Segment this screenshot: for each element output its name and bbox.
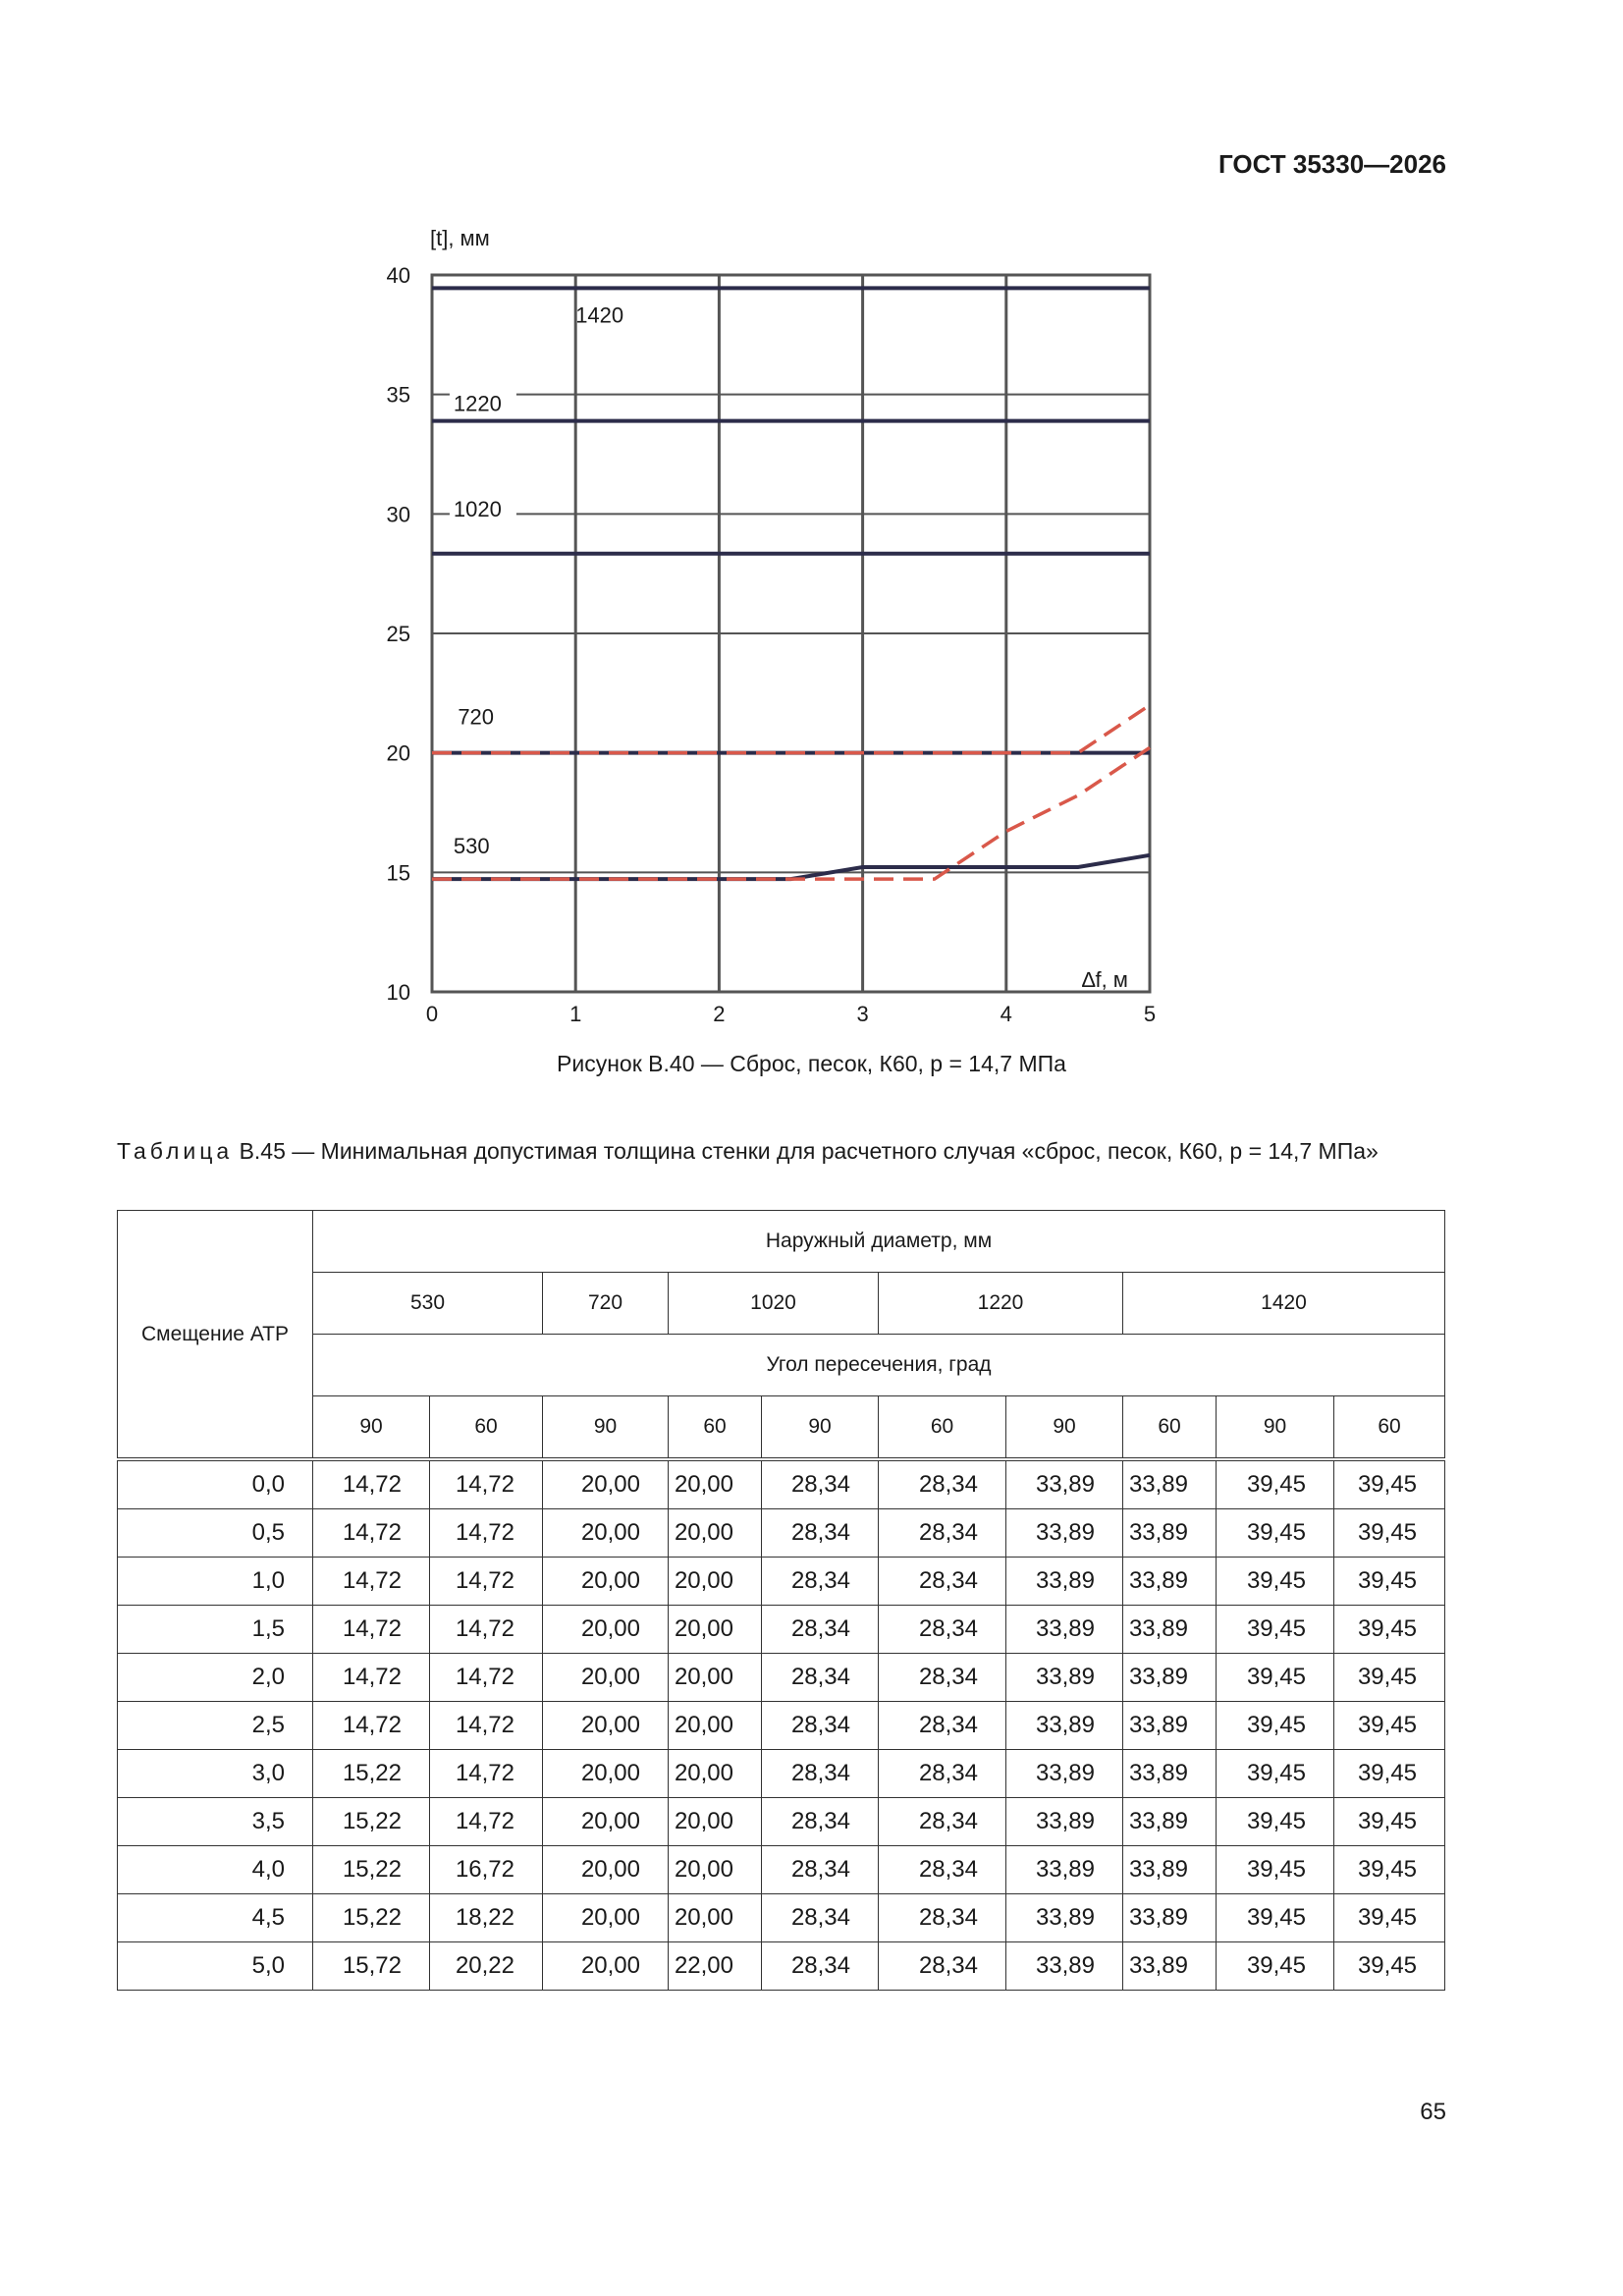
value-cell: 28,34: [762, 1558, 879, 1606]
angle-header-cell: 60: [879, 1396, 1006, 1460]
value-cell: 33,89: [1006, 1750, 1123, 1798]
value-cell: 33,89: [1006, 1558, 1123, 1606]
value-cell: 14,72: [430, 1750, 543, 1798]
value-cell: 20,00: [543, 1606, 669, 1654]
value-cell: 14,72: [313, 1558, 430, 1606]
chart-series: [432, 288, 1150, 879]
value-cell: 20,00: [543, 1509, 669, 1558]
table-row: [118, 1702, 1445, 1750]
angle-header-cell: 60: [1334, 1396, 1445, 1460]
offset-cell: 3,0: [118, 1750, 313, 1798]
value-cell: 33,89: [1123, 1846, 1217, 1894]
value-cell: 28,34: [879, 1606, 1006, 1654]
table-row: [118, 1606, 1445, 1654]
angle-header-cell: 90: [313, 1396, 430, 1460]
value-cell: 20,00: [543, 1558, 669, 1606]
value-cell: 20,00: [543, 1942, 669, 1991]
value-cell: 16,72: [430, 1846, 543, 1894]
value-cell: 14,72: [313, 1606, 430, 1654]
value-cell: 39,45: [1217, 1894, 1334, 1942]
value-cell: 15,22: [313, 1750, 430, 1798]
value-cell: 28,34: [879, 1654, 1006, 1702]
y-tick-label: 40: [386, 263, 410, 288]
offset-cell: 3,5: [118, 1798, 313, 1846]
value-cell: 39,45: [1334, 1654, 1445, 1702]
value-cell: 20,00: [669, 1654, 762, 1702]
row-header: Смещение АТР: [118, 1211, 313, 1460]
value-cell: 39,45: [1217, 1846, 1334, 1894]
angle-header-cell: 90: [1006, 1396, 1123, 1460]
angle-header-cell: 90: [762, 1396, 879, 1460]
table-row: [118, 1846, 1445, 1894]
value-cell: 28,34: [762, 1942, 879, 1991]
value-cell: 20,00: [669, 1459, 762, 1509]
table-title-text: В.45 — Минимальная допустимая толщина стенки для расчетного случая «сброс, песок, К60, р = 14,7 МПа»: [233, 1138, 1379, 1164]
angle-header-cell: 60: [669, 1396, 762, 1460]
value-cell: 18,22: [430, 1894, 543, 1942]
table-row: [118, 1750, 1445, 1798]
x-tick-label: 3: [856, 1002, 869, 1026]
value-cell: 20,00: [543, 1702, 669, 1750]
value-cell: 28,34: [879, 1846, 1006, 1894]
x-tick-label: 4: [1000, 1002, 1012, 1026]
value-cell: 28,34: [762, 1894, 879, 1942]
value-cell: 33,89: [1123, 1654, 1217, 1702]
series-line-720-dashed: [432, 705, 1150, 753]
value-cell: 28,34: [879, 1798, 1006, 1846]
line-label: 1420: [575, 302, 624, 328]
table-row: [118, 1798, 1445, 1846]
value-cell: 14,72: [313, 1654, 430, 1702]
value-cell: 28,34: [879, 1558, 1006, 1606]
value-cell: 28,34: [879, 1750, 1006, 1798]
value-cell: 28,34: [879, 1702, 1006, 1750]
offset-cell: 1,5: [118, 1606, 313, 1654]
value-cell: 39,45: [1334, 1942, 1445, 1991]
diameter-header: 720: [543, 1273, 669, 1335]
value-cell: 33,89: [1006, 1846, 1123, 1894]
value-cell: 15,22: [313, 1798, 430, 1846]
value-cell: 20,00: [543, 1798, 669, 1846]
outer-diameter-header: Наружный диаметр, мм: [313, 1211, 1445, 1273]
value-cell: 20,00: [543, 1654, 669, 1702]
value-cell: 39,45: [1217, 1798, 1334, 1846]
offset-cell: 5,0: [118, 1942, 313, 1991]
value-cell: 39,45: [1217, 1702, 1334, 1750]
value-cell: 33,89: [1123, 1942, 1217, 1991]
offset-cell: 1,0: [118, 1558, 313, 1606]
diameter-header: 1020: [669, 1273, 879, 1335]
value-cell: 33,89: [1006, 1509, 1123, 1558]
value-cell: 33,89: [1006, 1798, 1123, 1846]
value-cell: 14,72: [430, 1509, 543, 1558]
line-label: 1220: [453, 391, 502, 416]
page-number: 65: [1420, 2099, 1446, 2125]
value-cell: 39,45: [1334, 1558, 1445, 1606]
value-cell: 22,00: [669, 1942, 762, 1991]
value-cell: 33,89: [1006, 1654, 1123, 1702]
value-cell: 33,89: [1006, 1702, 1123, 1750]
value-cell: 39,45: [1217, 1654, 1334, 1702]
series-line-530: [432, 855, 1150, 879]
value-cell: 33,89: [1123, 1798, 1217, 1846]
value-cell: 14,72: [430, 1702, 543, 1750]
value-cell: 20,00: [543, 1459, 669, 1509]
value-cell: 39,45: [1334, 1509, 1445, 1558]
value-cell: 33,89: [1123, 1702, 1217, 1750]
value-cell: 15,22: [313, 1894, 430, 1942]
y-tick-label: 15: [386, 860, 410, 886]
table-row: [118, 1894, 1445, 1942]
table-label: Таблица: [117, 1138, 234, 1164]
value-cell: 28,34: [762, 1702, 879, 1750]
value-cell: 39,45: [1334, 1894, 1445, 1942]
diameter-header: 1420: [1123, 1273, 1445, 1335]
value-cell: 39,45: [1334, 1606, 1445, 1654]
value-cell: 33,89: [1006, 1606, 1123, 1654]
value-cell: 28,34: [762, 1654, 879, 1702]
y-tick-label: 10: [386, 980, 410, 1005]
table-row: [118, 1459, 1445, 1509]
x-tick-label: 5: [1143, 1002, 1157, 1026]
value-cell: 20,00: [543, 1894, 669, 1942]
value-cell: 33,89: [1123, 1459, 1217, 1509]
value-cell: 33,89: [1123, 1894, 1217, 1942]
value-cell: 39,45: [1217, 1750, 1334, 1798]
table-row: [118, 1654, 1445, 1702]
value-cell: 28,34: [762, 1509, 879, 1558]
y-tick-label: 20: [386, 740, 410, 766]
value-cell: 39,45: [1334, 1798, 1445, 1846]
chart-ticks: [387, 263, 1157, 1026]
value-cell: 15,22: [313, 1846, 430, 1894]
table-row: [118, 1942, 1445, 1991]
diameter-header: 1220: [879, 1273, 1123, 1335]
value-cell: 33,89: [1123, 1558, 1217, 1606]
value-cell: 33,89: [1123, 1750, 1217, 1798]
value-cell: 33,89: [1006, 1459, 1123, 1509]
value-cell: 33,89: [1006, 1894, 1123, 1942]
value-cell: 33,89: [1006, 1942, 1123, 1991]
value-cell: 28,34: [762, 1798, 879, 1846]
value-cell: 20,00: [543, 1846, 669, 1894]
value-cell: 14,72: [313, 1459, 430, 1509]
chart-line-labels: [450, 303, 623, 858]
value-cell: 28,34: [879, 1894, 1006, 1942]
value-cell: 20,00: [669, 1894, 762, 1942]
value-cell: 20,00: [669, 1606, 762, 1654]
value-cell: 39,45: [1334, 1702, 1445, 1750]
document-code: ГОСТ 35330—2026: [1218, 149, 1446, 179]
value-cell: 14,72: [430, 1654, 543, 1702]
line-label: 720: [458, 704, 495, 730]
offset-cell: 0,0: [118, 1459, 313, 1509]
thickness-table: [117, 1210, 1445, 1991]
diameter-header: 530: [313, 1273, 543, 1335]
angle-header: Угол пересечения, град: [313, 1335, 1445, 1396]
value-cell: 20,00: [669, 1509, 762, 1558]
y-axis-label: [t], мм: [430, 226, 490, 250]
value-cell: 39,45: [1217, 1459, 1334, 1509]
value-cell: 28,34: [762, 1750, 879, 1798]
value-cell: 33,89: [1123, 1606, 1217, 1654]
offset-cell: 2,5: [118, 1702, 313, 1750]
value-cell: 14,72: [430, 1606, 543, 1654]
value-cell: 14,72: [313, 1702, 430, 1750]
angle-header-cell: 90: [543, 1396, 669, 1460]
angle-header-cell: 60: [430, 1396, 543, 1460]
offset-cell: 4,0: [118, 1846, 313, 1894]
value-cell: 20,00: [543, 1750, 669, 1798]
x-tick-label: 1: [569, 1002, 582, 1026]
series-line-530-dashed: [432, 747, 1150, 879]
value-cell: 20,00: [669, 1798, 762, 1846]
value-cell: 15,72: [313, 1942, 430, 1991]
x-tick-label: 0: [425, 1002, 439, 1026]
value-cell: 28,34: [879, 1509, 1006, 1558]
y-tick-label: 35: [386, 382, 410, 408]
value-cell: 28,34: [762, 1459, 879, 1509]
y-tick-label: 30: [386, 502, 410, 527]
table-title: [117, 1136, 1442, 1167]
value-cell: 28,34: [879, 1942, 1006, 1991]
line-label: 530: [453, 833, 490, 858]
value-cell: 14,72: [313, 1509, 430, 1558]
figure-chart: [353, 216, 1217, 1041]
angle-header-cell: 60: [1123, 1396, 1217, 1460]
value-cell: 39,45: [1217, 1509, 1334, 1558]
table-row: [118, 1558, 1445, 1606]
value-cell: 33,89: [1123, 1509, 1217, 1558]
value-cell: 20,00: [669, 1846, 762, 1894]
line-label: 1020: [453, 496, 502, 521]
value-cell: 39,45: [1334, 1846, 1445, 1894]
value-cell: 14,72: [430, 1798, 543, 1846]
y-tick-label: 25: [386, 622, 410, 646]
offset-cell: 2,0: [118, 1654, 313, 1702]
value-cell: 14,72: [430, 1558, 543, 1606]
value-cell: 39,45: [1334, 1459, 1445, 1509]
value-cell: 20,22: [430, 1942, 543, 1991]
value-cell: 20,00: [669, 1702, 762, 1750]
value-cell: 39,45: [1334, 1750, 1445, 1798]
value-cell: 39,45: [1217, 1558, 1334, 1606]
value-cell: 28,34: [762, 1846, 879, 1894]
value-cell: 39,45: [1217, 1606, 1334, 1654]
value-cell: 28,34: [879, 1459, 1006, 1509]
table-row: [118, 1509, 1445, 1558]
offset-cell: 0,5: [118, 1509, 313, 1558]
value-cell: 14,72: [430, 1459, 543, 1509]
angle-header-cell: 90: [1217, 1396, 1334, 1460]
value-cell: 20,00: [669, 1750, 762, 1798]
x-axis-label: ∆f, м: [1082, 967, 1128, 992]
x-tick-label: 2: [713, 1002, 726, 1026]
value-cell: 20,00: [669, 1558, 762, 1606]
value-cell: 28,34: [762, 1606, 879, 1654]
figure-caption: Рисунок В.40 — Сброс, песок, К60, р = 14,7 МПа: [557, 1051, 1066, 1076]
chart-grid: [432, 275, 1150, 992]
value-cell: 39,45: [1217, 1942, 1334, 1991]
offset-cell: 4,5: [118, 1894, 313, 1942]
